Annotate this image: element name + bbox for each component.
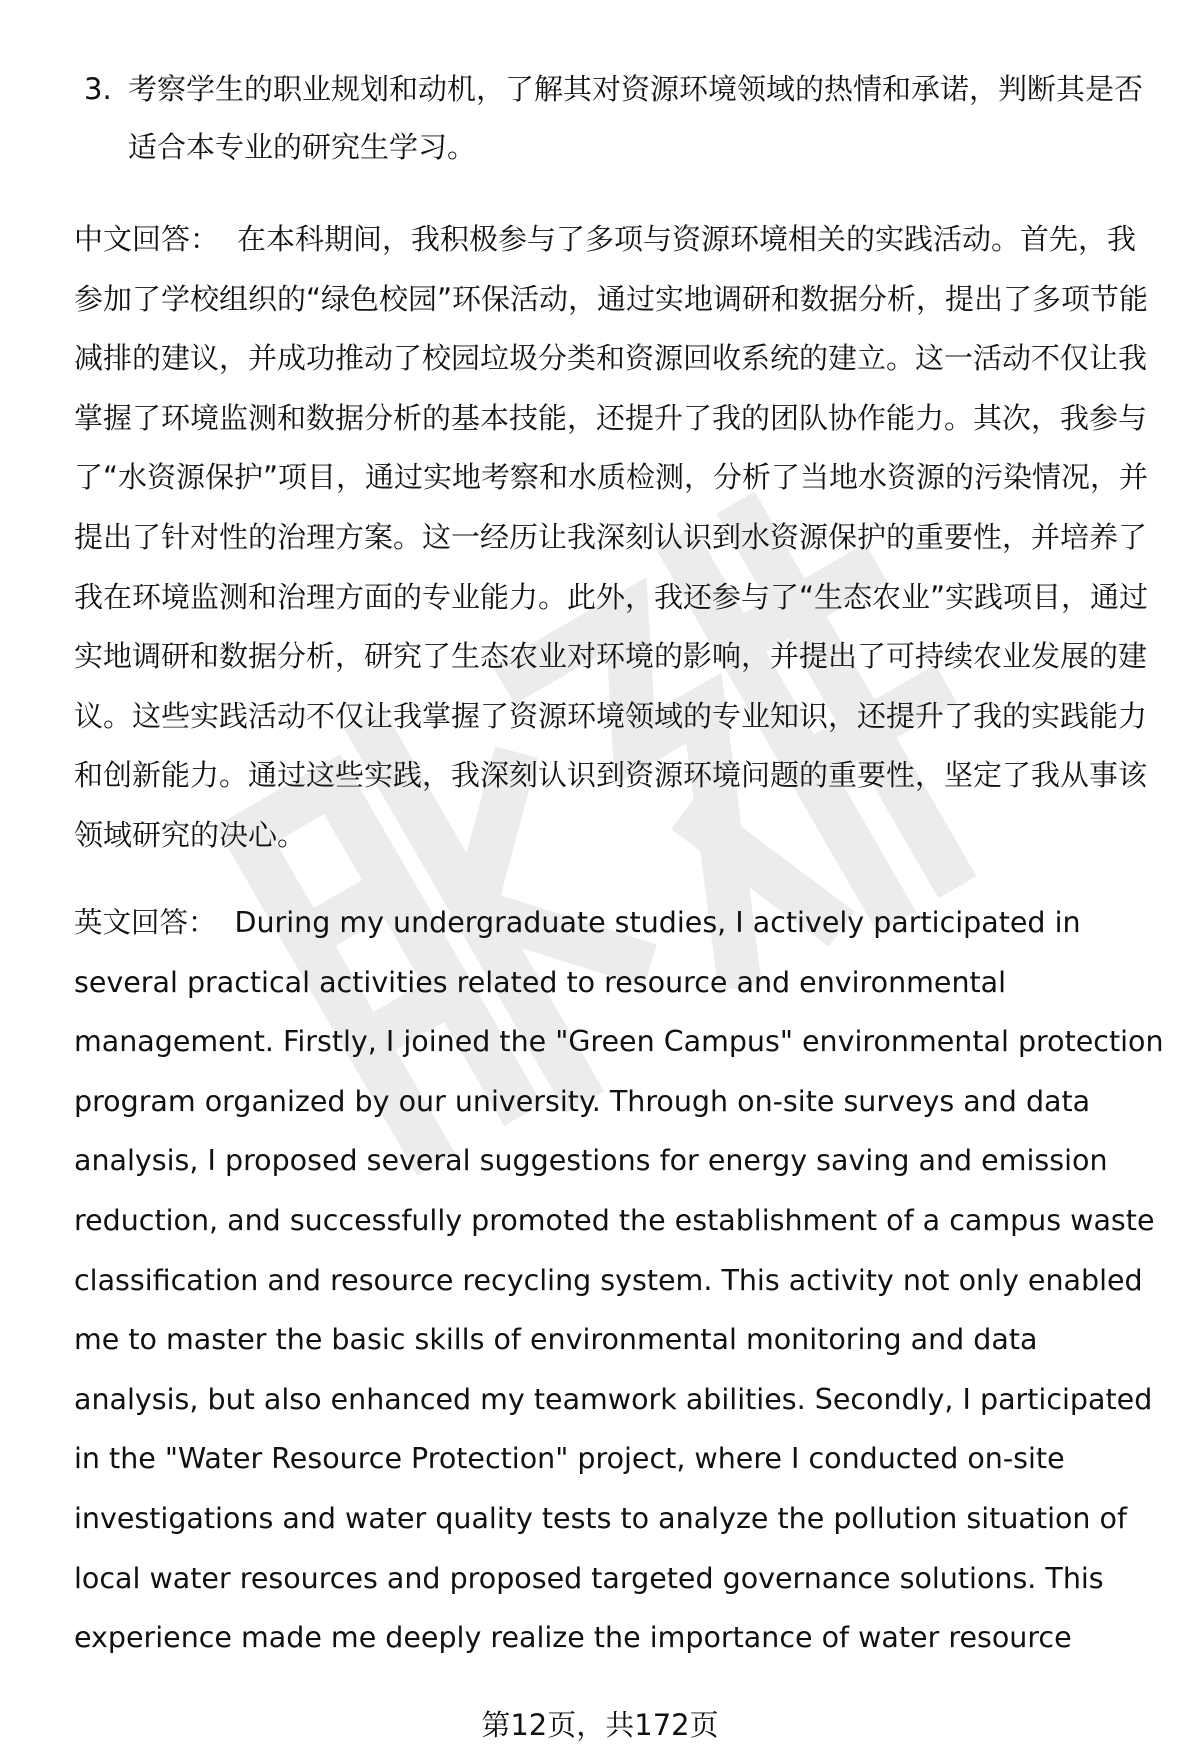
question-text: 考察学生的职业规划和动机，了解其对资源环境领域的热情和承诺，判断其是否适合本专业的研究生学习。 [128,72,1144,164]
question-number: 3. [84,72,112,106]
chinese-answer-text: 在本科期间，我积极参与了多项与资源环境相关的实践活动。首先，我参加了学校组织的“绿色校园”环保活动，通过实地调研和数据分析，提出了多项节能减排的建议，并成功推动了校园垃圾分类和资源回收系统的建立。这一活动不仅让我掌握了环境监测和数据分析的基本技能，还提升了我的团队协作能力。其次，我参与了“水资源保护”项目，通过实地考察和水质检测，分析了当地水资源的污染情况，并提出了针对性的治理方案。这一经历让我深刻认识到水资源保护的重要性，并培养了我在环境监测和治理方面的专业能力。此外，我还参与了“生态农业”实践项目，通过实地调研和数据分析，研究了生态农业对环境的影响，并提出了可持续农业发展的建议。这些实践活动不仅让我掌握了资源环境领域的专业知识，还提升了我的实践能力和创新能力。通过这些实践，我深刻认识到资源环境问题的重要性，坚定了我从事该领域研究的决心。 [74,222,1149,852]
english-answer-text: During my undergraduate studies, I actively participated in several practical activities related to resource and environmental management. Firstly, I joined the "Green Campus" environmental protection program organized by our university. Through on-site surveys and data analysis, I proposed several suggestions for energy saving and emission reduction, and successfully promoted the establishment of a campus waste classification and resource recycling system. This activity not only enabled me to master the basic skills of environmental monitoring and data analysis, but also enhanced my teamwork abilities. Secondly, I participated in the "Water Resource Protection" project, where I conducted on-site investigations and water quality tests to analyze the pollution situation of local water resources and proposed targeted governance solutions. This experience made me deeply realize the importance of water resource [74,906,1164,1655]
chinese-answer [74,210,1164,866]
question-item [84,60,1164,176]
page-indicator: 第12页，共172页 [481,1708,719,1742]
chinese-answer-label: 中文回答： [74,222,220,256]
english-answer-label: 英文回答： [74,906,217,939]
english-answer [74,893,1164,1668]
